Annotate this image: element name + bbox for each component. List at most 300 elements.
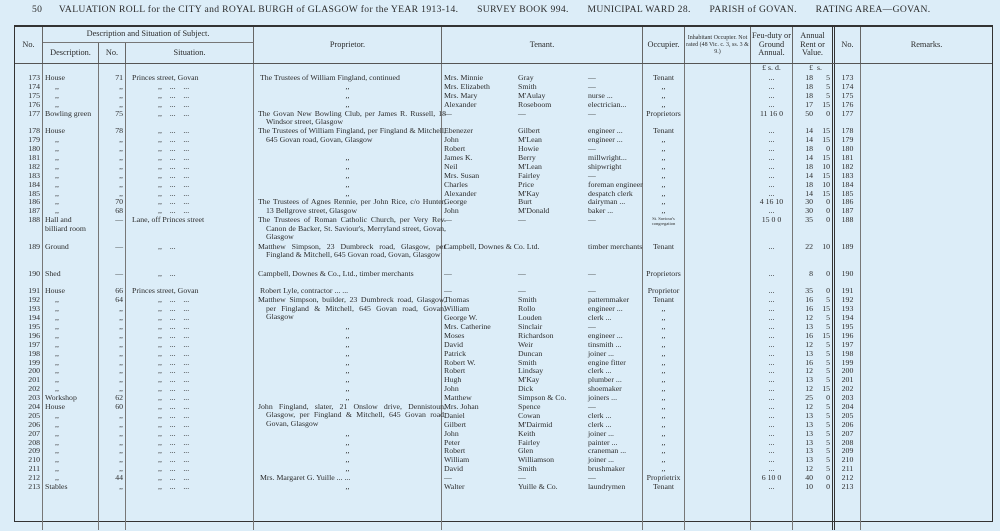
occupier: ,, (661, 322, 666, 331)
inhabitant-occupier-cell (685, 198, 751, 207)
row-no-cell (15, 216, 43, 243)
tenant-surname: Williamson (518, 455, 555, 465)
tenant-first-name: Hugh (444, 375, 462, 385)
house-number: ,, (119, 153, 123, 163)
remarks-cell (861, 359, 992, 368)
rent-pounds: 12 (805, 402, 813, 412)
row-no-right: 176 (841, 99, 854, 109)
feu-duty: ... (768, 419, 775, 429)
rent-shillings-cell (815, 74, 835, 83)
feu-duty-cell (751, 270, 793, 288)
rent-shillings-cell (815, 412, 835, 421)
proprietor: Matthew Simpson, 23 Dumbreck road, Glasgow, per Fingland & Mitchell, 645 Govan road, Govan, Glasgow (258, 241, 446, 260)
inhabitant-occupier-cell (685, 430, 751, 439)
occupier: Tenant (652, 73, 675, 82)
proprietor-cell (254, 241, 446, 270)
house-number: ,, (119, 313, 123, 323)
row-no: 200 (28, 366, 40, 376)
row-no: 206 (28, 419, 40, 429)
tenant-surname: — (518, 473, 526, 483)
situation: ,, ... ... (158, 384, 190, 394)
remarks-cell (861, 83, 992, 92)
remarks-cell (861, 314, 992, 323)
page-number: 50 (32, 4, 43, 15)
remarks-cell (861, 394, 992, 403)
rent-pounds: 8 (809, 268, 813, 278)
inhabitant-occupier-cell (685, 154, 751, 163)
tenant-surname: Cowan (518, 410, 541, 420)
situation: ,, ... ... (158, 366, 190, 376)
tenant-surname: M'Lean (518, 161, 542, 171)
proprietor: ,, (345, 446, 350, 456)
description: ,, (55, 330, 59, 340)
rent-shillings: 5 (826, 339, 830, 349)
house-number: ,, (119, 322, 123, 331)
house-number: ,, (119, 144, 123, 154)
rent-shillings-cell (815, 136, 835, 145)
row-no: 211 (28, 464, 40, 474)
remarks-cell (861, 154, 992, 163)
tenant-first-name: Walter (444, 482, 465, 492)
house-number-cell (99, 483, 126, 492)
remarks-cell (861, 190, 992, 199)
tenant-occupation: millwright... (588, 153, 627, 163)
feu-duty-cell (751, 216, 793, 243)
rent-pounds: 18 (805, 179, 813, 189)
tenant-first-name-cell (442, 101, 516, 110)
house-number: ,, (119, 188, 123, 198)
feu-duty: ... (768, 428, 775, 438)
tenant-first-name: Alexander (444, 99, 477, 109)
row-no: 209 (28, 446, 40, 456)
feu-duty: ... (768, 313, 775, 323)
row-no: 208 (28, 437, 40, 447)
proprietor-cell (254, 483, 442, 492)
feu-duty: ... (768, 179, 775, 189)
house-number: 44 (115, 473, 123, 483)
situation: ,, ... ... (158, 90, 190, 100)
tenant-occupation: laundrymen (588, 482, 626, 492)
remarks-cell (861, 305, 992, 314)
rent-shillings: 5 (826, 73, 830, 82)
header-description: Description. (43, 43, 99, 63)
row-no-right: 188 (841, 215, 854, 225)
occupier: ,, (661, 366, 666, 376)
row-no: 180 (28, 144, 40, 154)
remarks-cell (861, 207, 992, 216)
rent-pounds: 13 (805, 455, 813, 465)
remarks-cell (861, 198, 992, 207)
row-no-right: 206 (841, 419, 854, 429)
proprietor-cell (254, 402, 446, 428)
row-no-right: 196 (841, 330, 854, 340)
rent-shillings-cell (815, 421, 835, 430)
description: ,, (55, 153, 59, 163)
description: ,, (55, 295, 59, 305)
tenant-occupation: clerk ... (588, 410, 612, 420)
proprietor: ,, (345, 348, 350, 358)
rent-shillings: 5 (826, 295, 830, 305)
rent-shillings: 5 (826, 366, 830, 376)
tenant-surname: Glen (518, 446, 534, 456)
rent-shillings: 5 (826, 464, 830, 474)
description: Workshop (45, 393, 77, 403)
feu-duty: ... (768, 90, 775, 100)
header-tenant: Tenant. (442, 27, 643, 63)
remarks-cell (861, 376, 992, 385)
tenant-occupation: joiner ... (588, 428, 614, 438)
rent-shillings: 15 (822, 135, 830, 145)
house-number: 75 (115, 108, 123, 118)
description: Stables (45, 482, 68, 492)
situation: ,, ... (158, 241, 176, 251)
tenant-first-name: George W. (444, 313, 478, 323)
tenant-surname-cell (516, 207, 586, 216)
house-number: ,, (119, 366, 123, 376)
house-number: ,, (119, 161, 123, 171)
rent-pounds: 12 (805, 366, 813, 376)
rent-pounds: 13 (805, 410, 813, 420)
rent-shillings: 5 (826, 402, 830, 412)
inhabitant-occupier-cell (685, 243, 751, 270)
row-no: 212 (28, 473, 40, 483)
inhabitant-occupier-cell (685, 83, 751, 92)
rent-pounds: 12 (805, 313, 813, 323)
rent-shillings: 0 (826, 197, 830, 207)
tenant-occupation-cell (586, 110, 643, 128)
remarks-cell (861, 127, 992, 136)
row-no: 177 (28, 108, 40, 118)
inhabitant-occupier-cell (685, 456, 751, 465)
situation: ,, ... ... (158, 446, 190, 456)
tenant-first-name: Daniel (444, 410, 465, 420)
proprietor: ,, (345, 81, 350, 91)
description-cell (43, 270, 99, 288)
row-no-right: 186 (841, 197, 854, 207)
description: ,, (55, 455, 59, 465)
row-no-right: 178 (841, 126, 854, 136)
row-no-right: 199 (841, 357, 854, 367)
tenant-first-name: John (444, 384, 459, 394)
tenant-surname-cell (516, 483, 586, 492)
description: ,, (55, 161, 59, 171)
rent-pounds: 18 (805, 81, 813, 91)
description: ,, (55, 446, 59, 456)
occupier: ,, (661, 90, 666, 100)
rent-units-pounds: £ (809, 63, 813, 72)
feu-duty: ... (768, 482, 775, 492)
rent-shillings-cell (815, 207, 835, 216)
occupier: ,, (661, 464, 666, 474)
occupier: ,, (661, 313, 666, 323)
inhabitant-occupier-cell (685, 421, 751, 430)
situation: ,, ... ... (158, 348, 190, 358)
tenant-occupation: joiners ... (588, 393, 618, 403)
remarks-cell (861, 110, 992, 128)
tenant-first-name: Patrick (444, 348, 467, 358)
row-no: 199 (28, 357, 40, 367)
rent-shillings-cell (815, 367, 835, 376)
proprietor-cell (254, 108, 446, 128)
row-no: 198 (28, 348, 40, 358)
header-inhabitant-occupier: Inhabitant Occupier. Not rated (48 Vic. c. 3, ss. 3 & 9.) (685, 27, 751, 63)
tenant-surname: Gilbert (518, 126, 541, 136)
tenant-occupation: electrician... (588, 99, 627, 109)
tenant-first-name: Charles (444, 179, 468, 189)
situation: ,, ... ... (158, 455, 190, 465)
row-no: 204 (28, 402, 40, 412)
rent-shillings-cell (815, 341, 835, 350)
header-situation: Situation. (126, 43, 254, 63)
tenant-surname: M'Kay (518, 188, 540, 198)
tenant-occupation: shipwright (588, 161, 622, 171)
row-no-right: 211 (841, 464, 854, 474)
situation: ,, ... ... (158, 464, 190, 474)
row-no-right: 190 (841, 268, 854, 278)
occupier: ,, (661, 393, 666, 403)
header-proprietor: Proprietor. (254, 27, 442, 63)
feu-duty: ... (768, 304, 775, 314)
row-no-cell (15, 110, 43, 128)
house-number-cell (99, 270, 126, 288)
rent-shillings: 15 (822, 188, 830, 198)
tenant-first-name: Mrs. Elizabeth (444, 81, 490, 91)
proprietor: ,, (345, 437, 350, 447)
rent-pounds: 18 (805, 90, 813, 100)
description: ,, (55, 99, 59, 109)
description-cell (43, 483, 99, 492)
rent-shillings-cell (815, 439, 835, 448)
feu-duty: ... (768, 437, 775, 447)
row-no-right: 195 (841, 322, 854, 331)
tenant-surname: — (518, 215, 526, 225)
row-no-right: 189 (841, 241, 854, 251)
occupier: ,, (661, 99, 666, 109)
remarks-cell (861, 270, 992, 288)
occupier: ,, (661, 197, 666, 207)
row-no: 188 (28, 215, 40, 225)
rent-pounds: 35 (805, 286, 813, 296)
tenant-first-name: Peter (444, 437, 461, 447)
rent-shillings: 0 (826, 215, 830, 225)
tenant-first-name: Robert (444, 446, 466, 456)
rent-pounds: 16 (805, 304, 813, 314)
house-number: ,, (119, 304, 123, 314)
feu-duty-cell (751, 243, 793, 270)
tenant-surname: Weir (518, 339, 533, 349)
tenant-occupation: dairyman ... (588, 197, 626, 207)
row-no-cell (15, 243, 43, 270)
tenant-surname: Richardson (518, 330, 554, 340)
inhabitant-occupier-cell (685, 190, 751, 199)
row-no-right: 213 (841, 482, 854, 492)
tenant-surname: — (518, 268, 526, 278)
situation: ,, ... ... (158, 135, 190, 145)
inhabitant-occupier-cell (685, 332, 751, 341)
proprietor: ,, (345, 179, 350, 189)
tenant-occupation-cell (586, 270, 643, 288)
row-no: 175 (28, 90, 40, 100)
tenant-surname: Lindsay (518, 366, 544, 376)
table-row (15, 270, 992, 288)
occupier: ,, (661, 144, 666, 154)
proprietor (256, 144, 260, 153)
inhabitant-occupier-cell (685, 216, 751, 243)
tenant-surname-cell (516, 216, 586, 243)
row-no: 185 (28, 188, 40, 198)
situation: ,, ... ... (158, 330, 190, 340)
situation: ,, ... ... (158, 393, 190, 403)
tenant-surname: M'Dairmid (518, 419, 553, 429)
rent-pounds: 18 (805, 144, 813, 154)
occupier: ,, (661, 437, 666, 447)
description-cell (43, 216, 99, 243)
house-number: ,, (119, 330, 123, 340)
rent-pounds: 14 (805, 126, 813, 136)
feu-duty: ... (768, 241, 775, 251)
tenant-first-name: William (444, 304, 470, 314)
situation: ,, ... ... (158, 197, 190, 207)
remarks-cell (861, 385, 992, 394)
occupier-cell (643, 110, 685, 128)
tenant-occupation: joiner ... (588, 455, 614, 465)
municipal-ward: MUNICIPAL WARD 28. (587, 4, 691, 15)
occupier: ,, (661, 304, 666, 314)
house-number-cell (99, 216, 126, 243)
house-number: 78 (115, 126, 123, 136)
situation: ,, ... ... (158, 339, 190, 349)
rent-shillings: 5 (826, 455, 830, 465)
proprietor: ,, (345, 188, 350, 198)
remarks-cell (861, 474, 992, 483)
tenant-surname: Spence (518, 402, 541, 412)
tenant-surname: Louden (518, 313, 542, 323)
house-number: ,, (119, 446, 123, 456)
tenant-first-name: Alexander (444, 188, 477, 198)
rent-pounds: 12 (805, 339, 813, 349)
row-no-right: 205 (841, 410, 854, 420)
feu-duty: 4 16 10 (759, 197, 784, 207)
proprietor: ,, (345, 357, 350, 367)
row-no: 174 (28, 81, 40, 91)
house-number: ,, (119, 339, 123, 349)
tenant-occupation: — (588, 170, 596, 180)
situation: ,, ... ... (158, 428, 190, 438)
description: Shed (45, 268, 61, 278)
tenant-occupation: — (588, 286, 596, 296)
row-no-right: 181 (841, 153, 854, 163)
remarks-cell (861, 287, 992, 296)
rent-shillings-cell (815, 101, 835, 110)
inhabitant-occupier-cell (685, 385, 751, 394)
rent-pounds: 13 (805, 428, 813, 438)
rent-shillings-cell (815, 287, 835, 296)
description: ,, (55, 410, 59, 420)
rent-pounds: 17 (805, 99, 813, 109)
proprietor: ,, (345, 339, 350, 349)
occupier: Tenant (652, 482, 675, 492)
inhabitant-occupier-cell (685, 92, 751, 101)
rent-pounds: 18 (805, 73, 813, 82)
proprietor: The Trustees of William Fingland, per Fingland & Mitchell, 645 Govan road, Govan, Glasgow (258, 126, 446, 144)
proprietor: Robert Lyle, contractor ... ... (260, 286, 349, 296)
row-no: 205 (28, 410, 40, 420)
rent-shillings: 5 (826, 322, 830, 331)
rent-shillings: 0 (826, 286, 830, 296)
remarks-cell (861, 181, 992, 190)
rent-shillings: 0 (826, 268, 830, 278)
description: ,, (55, 437, 59, 447)
description: ,, (55, 357, 59, 367)
proprietor: ,, (345, 170, 350, 180)
situation: Princes street, Govan (132, 73, 199, 82)
row-no-right: 192 (841, 295, 854, 305)
tenant-surname: Keith (518, 428, 536, 438)
occupier: ,, (661, 161, 666, 171)
rent-shillings-cell (815, 394, 835, 403)
occupier: ,, (661, 206, 666, 216)
rent-pounds: 13 (805, 348, 813, 358)
remarks-cell (861, 216, 992, 243)
remarks-cell (861, 367, 992, 376)
table-header (15, 27, 992, 64)
tenant-surname: Berry (518, 153, 536, 163)
row-no-right-cell (835, 110, 861, 128)
tenant-surname: Roseboom (518, 99, 552, 109)
rent-shillings-cell (815, 314, 835, 323)
row-no-right: 193 (841, 304, 854, 314)
occupier: Proprietors (646, 268, 681, 278)
proprietor: The Trustees of Agnes Rennie, per John Rice, c/o Hunter, 13 Bellgrove street, Glasgow (258, 197, 446, 215)
tenant-first-name: — (444, 215, 452, 225)
row-no: 207 (28, 428, 40, 438)
tenant-occupation: engineer ... (588, 126, 623, 136)
tenant-occupation: nurse ... (588, 90, 613, 100)
situation: Princes street, Govan (132, 286, 199, 296)
tenant-first-name: James K. (444, 153, 473, 163)
description: House (45, 73, 65, 82)
feu-duty: 11 16 0 (759, 108, 784, 118)
rent-shillings-cell (815, 332, 835, 341)
row-no-right: 187 (841, 206, 854, 216)
tenant-occupation: patternmaker (588, 295, 630, 305)
tenant-first-name: John (444, 135, 459, 145)
tenant-surname: Yuille & Co. (518, 482, 558, 492)
inhabitant-occupier-cell (685, 367, 751, 376)
row-no-right: 177 (841, 108, 854, 118)
tenant-occupation: shoemaker (588, 384, 622, 394)
occupier: ,, (661, 179, 666, 189)
situation: ,, ... ... (158, 206, 190, 216)
tenant-first-name: Ebenezer (444, 126, 473, 136)
row-no: 184 (28, 179, 40, 189)
proprietor: ,, (345, 90, 350, 100)
table-row (15, 110, 992, 128)
house-number: ,, (119, 437, 123, 447)
occupier: St. Saviour's congregation (651, 216, 676, 227)
rent-pounds: 12 (805, 384, 813, 394)
inhabitant-occupier-cell (685, 465, 751, 474)
rent-shillings: 15 (822, 330, 830, 340)
house-number: ,, (119, 455, 123, 465)
remarks-cell (861, 74, 992, 83)
rent-pounds-cell (793, 270, 815, 288)
inhabitant-occupier-cell (685, 207, 751, 216)
row-no-right: 179 (841, 135, 854, 145)
house-number: 64 (115, 295, 123, 305)
feu-duty: ... (768, 73, 775, 82)
house-number: 71 (115, 73, 123, 82)
